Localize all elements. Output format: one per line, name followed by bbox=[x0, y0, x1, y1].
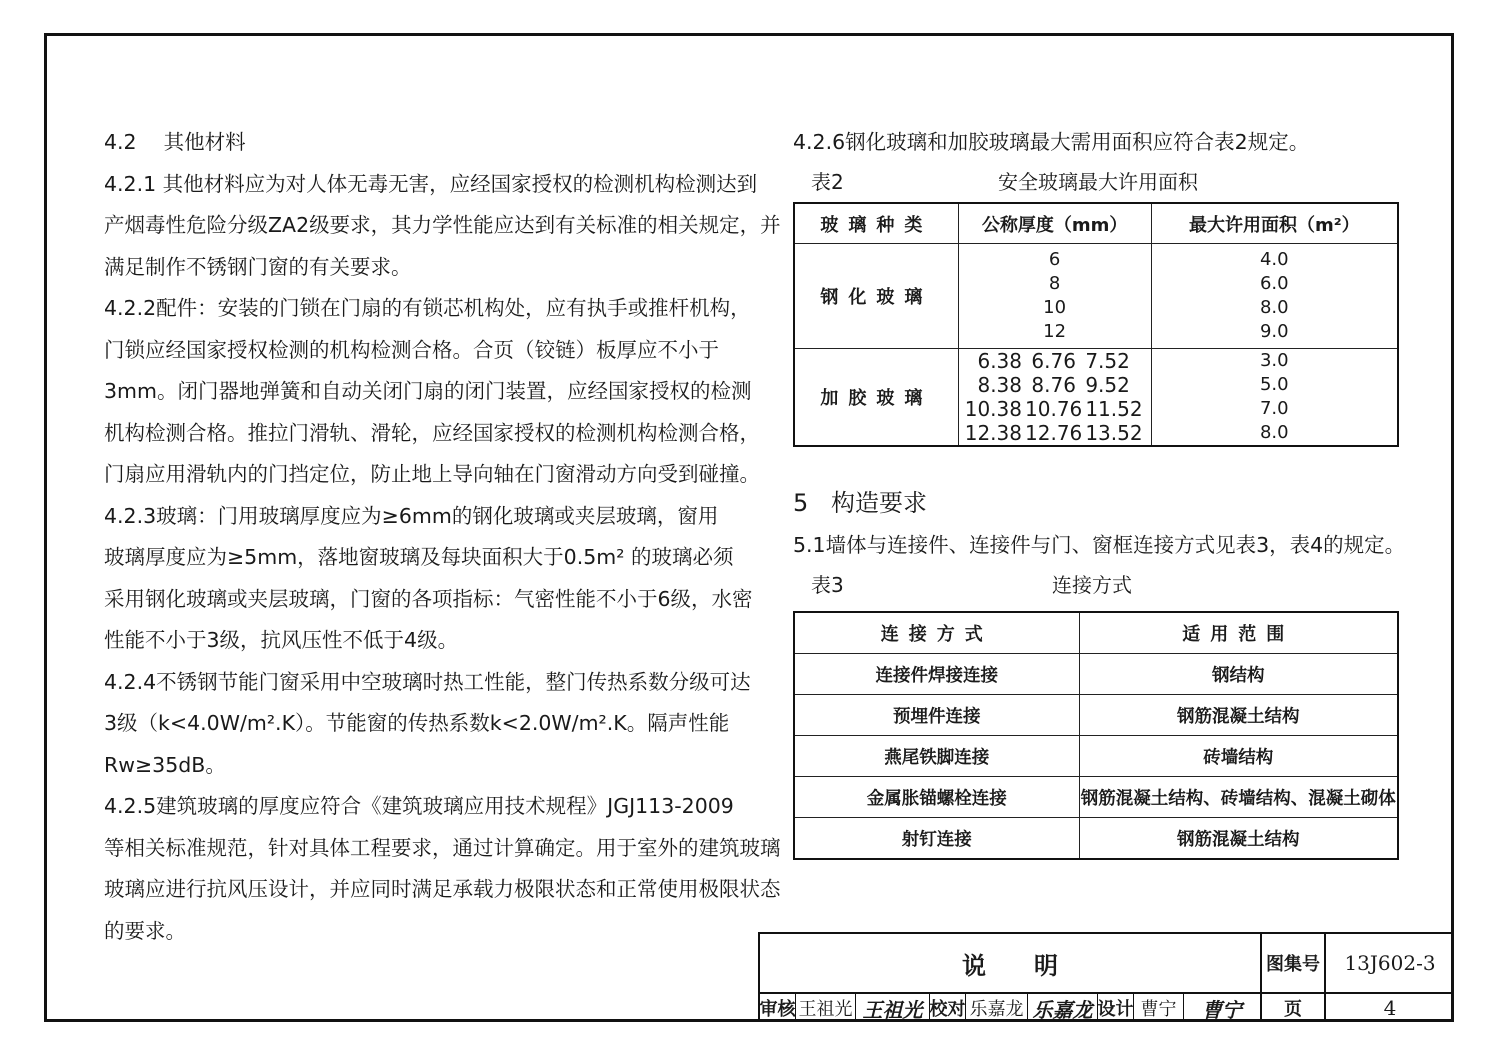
clause-5-1: 5.1墙体与连接件、连接件与门、窗框连接方式见表3，表4的规定。 bbox=[793, 533, 1406, 557]
table-cell: 12 bbox=[1043, 321, 1067, 342]
checker-name: 乐嘉龙 bbox=[966, 994, 1028, 1022]
text-line: 玻璃厚度应为≥5mm，落地窗玻璃及每块面积大于0.5m² 的玻璃必须 bbox=[104, 545, 734, 569]
text-line: 3mm。闭门器地弹簧和自动关闭门扇的闭门装置，应经国家授权的检测 bbox=[104, 379, 752, 403]
table-row bbox=[794, 654, 1398, 695]
table3-caption bbox=[793, 565, 1403, 605]
table-cell: 8 bbox=[1048, 273, 1061, 294]
tempered-area-cell bbox=[1151, 244, 1398, 349]
reviewer-name: 王祖光 bbox=[796, 994, 856, 1022]
header-max-area: 最大许用面积（m²） bbox=[1151, 203, 1398, 244]
text-line: 玻璃应进行抗风压设计，并应同时满足承载力极限状态和正常使用极限状态 bbox=[104, 877, 781, 901]
table-cell: 钢筋混凝土结构 bbox=[1079, 695, 1398, 736]
table-row bbox=[794, 244, 1398, 349]
header-connection-method: 连接方式 bbox=[794, 612, 1079, 654]
table-cell: 6.76 bbox=[1031, 349, 1076, 373]
check-label: 校对 bbox=[930, 994, 966, 1022]
glass-type-tempered: 钢化玻璃 bbox=[794, 244, 958, 349]
text-line: 3级（k<4.0W/m².K）。节能窗的传热系数k<2.0W/m².K。隔声性能 bbox=[104, 711, 730, 735]
page-number: 4 bbox=[1383, 996, 1397, 1020]
atlas-label: 图集号 bbox=[1262, 934, 1326, 994]
section-5-heading bbox=[793, 481, 1403, 525]
glass-type-laminated: 加胶玻璃 bbox=[794, 349, 958, 447]
table3-title: 连接方式 bbox=[1052, 573, 1132, 597]
text-line: 门锁应经国家授权检测的机构检测合格。合页（铰链）板厚应不小于 bbox=[104, 337, 719, 362]
table-cell: 3.0 bbox=[1259, 350, 1289, 371]
table-cell: 8.0 bbox=[1259, 422, 1289, 443]
table-cell: 13.52 bbox=[1085, 421, 1143, 445]
table-cell: 砖墙结构 bbox=[1079, 736, 1398, 777]
table-cell: 钢结构 bbox=[1079, 654, 1398, 695]
text-line: 4.2.1 其他材料应为对人体无毒无害，应经国家授权的检测机构检测达到 bbox=[104, 171, 758, 196]
page-label: 页 bbox=[1262, 994, 1326, 1022]
text-line: 满足制作不锈钢门窗的有关要求。 bbox=[104, 254, 412, 279]
table-cell: 金属胀锚螺栓连接 bbox=[794, 777, 1079, 818]
table-cell: 8.38 bbox=[977, 373, 1022, 397]
text-line: 4.2 其他材料 bbox=[104, 130, 246, 154]
table-cell: 6.0 bbox=[1259, 273, 1289, 294]
table-cell: 5.0 bbox=[1259, 374, 1289, 395]
table-cell: 6.38 bbox=[977, 349, 1022, 373]
table-cell: 7.0 bbox=[1259, 398, 1289, 419]
reviewer-signature: 王祖光 bbox=[856, 994, 930, 1022]
left-column bbox=[104, 122, 781, 952]
table-cell: 连接件焊接连接 bbox=[794, 654, 1079, 695]
text-line: 采用钢化玻璃或夹层玻璃，门窗的各项指标：气密性能不小于6级，水密 bbox=[104, 586, 753, 611]
table-row bbox=[794, 818, 1398, 860]
table2-title: 安全玻璃最大许用面积 bbox=[998, 170, 1198, 194]
section-title: 构造要求 bbox=[831, 489, 927, 517]
atlas-number: 13J602-3 bbox=[1326, 934, 1454, 994]
table-cell: 7.52 bbox=[1085, 349, 1130, 373]
table-cell: 8.76 bbox=[1031, 373, 1076, 397]
table-header-row bbox=[794, 612, 1398, 654]
table2-number: 表2 bbox=[811, 170, 844, 194]
section-number: 5 bbox=[793, 489, 809, 517]
designer-name: 曹宁 bbox=[1134, 994, 1184, 1022]
text-line: 性能不小于3级，抗风压性不低于4级。 bbox=[104, 628, 459, 652]
table-header-row bbox=[794, 203, 1398, 244]
text-line: 4.2.3玻璃：门用玻璃厚度应为≥6mm的钢化玻璃或夹层玻璃，窗用 bbox=[104, 503, 719, 528]
table-row bbox=[794, 777, 1398, 818]
right-column bbox=[793, 122, 1406, 860]
table-cell: 12.38 bbox=[964, 421, 1022, 445]
drawing-title: 说 明 bbox=[760, 934, 1262, 994]
laminated-thickness-cell bbox=[958, 349, 1151, 447]
table-cell: 钢筋混凝土结构、砖墙结构、混凝土砌体 bbox=[1079, 777, 1398, 818]
table-cell: 10.38 bbox=[964, 397, 1022, 421]
title-block bbox=[758, 932, 1454, 1022]
table-cell: 9.52 bbox=[1085, 373, 1130, 397]
clause-4-2-6: 4.2.6钢化玻璃和加胶玻璃最大需用面积应符合表2规定。 bbox=[793, 130, 1310, 154]
text-line: 的要求。 bbox=[104, 918, 186, 943]
header-thickness: 公称厚度（mm） bbox=[958, 203, 1151, 244]
text-line: 门扇应用滑轨内的门挡定位，防止地上导向轴在门窗滑动方向受到碰撞。 bbox=[104, 462, 760, 486]
tempered-thickness-cell bbox=[958, 244, 1151, 349]
header-glass-type: 玻璃种类 bbox=[794, 203, 958, 244]
header-scope: 适用范围 bbox=[1079, 612, 1398, 654]
table-row bbox=[794, 349, 1398, 447]
table-cell: 11.52 bbox=[1085, 397, 1143, 421]
table-cell: 预埋件连接 bbox=[794, 695, 1079, 736]
table-cell: 燕尾铁脚连接 bbox=[794, 736, 1079, 777]
text-line: 等相关标准规范，针对具体工程要求，通过计算确定。用于室外的建筑玻璃 bbox=[104, 835, 781, 860]
table-cell: 8.0 bbox=[1259, 297, 1289, 318]
table-cell: 10 bbox=[1043, 297, 1067, 318]
table2-caption bbox=[793, 162, 1403, 202]
safety-glass-table bbox=[793, 202, 1399, 447]
table-cell: 12.76 bbox=[1025, 421, 1083, 445]
text-line: 产烟毒性危险分级ZA2级要求，其力学性能应达到有关标准的相关规定，并 bbox=[104, 213, 781, 237]
table-cell: 10.76 bbox=[1025, 397, 1083, 421]
laminated-thickness-grid bbox=[959, 349, 1151, 445]
text-line: 机构检测合格。推拉门滑轨、滑轮，应经国家授权的检测机构检测合格， bbox=[104, 420, 760, 445]
review-label: 审核 bbox=[760, 994, 796, 1022]
text-line: 4.2.4不锈钢节能门窗采用中空玻璃时热工性能，整门传热系数分级可达 bbox=[104, 669, 751, 694]
checker-signature: 乐嘉龙 bbox=[1028, 994, 1098, 1022]
designer-signature: 曹宁 bbox=[1184, 994, 1262, 1022]
connection-method-table bbox=[793, 611, 1399, 860]
table-row bbox=[794, 695, 1398, 736]
table-cell: 6 bbox=[1048, 249, 1061, 270]
table-cell: 钢筋混凝土结构 bbox=[1079, 818, 1398, 860]
text-line: 4.2.5建筑玻璃的厚度应符合《建筑玻璃应用技术规程》JGJ113-2009 bbox=[104, 794, 734, 818]
design-label: 设计 bbox=[1098, 994, 1134, 1022]
table-cell: 射钉连接 bbox=[794, 818, 1079, 860]
text-line: Rw≥35dB。 bbox=[104, 752, 226, 777]
table-cell: 4.0 bbox=[1259, 249, 1289, 270]
table-row bbox=[794, 736, 1398, 777]
table3-number: 表3 bbox=[811, 573, 844, 597]
text-line: 4.2.2配件：安装的门锁在门扇的有锁芯机构处，应有执手或推杆机构， bbox=[104, 296, 751, 320]
table-cell: 9.0 bbox=[1259, 321, 1289, 342]
laminated-area-cell bbox=[1151, 349, 1398, 447]
